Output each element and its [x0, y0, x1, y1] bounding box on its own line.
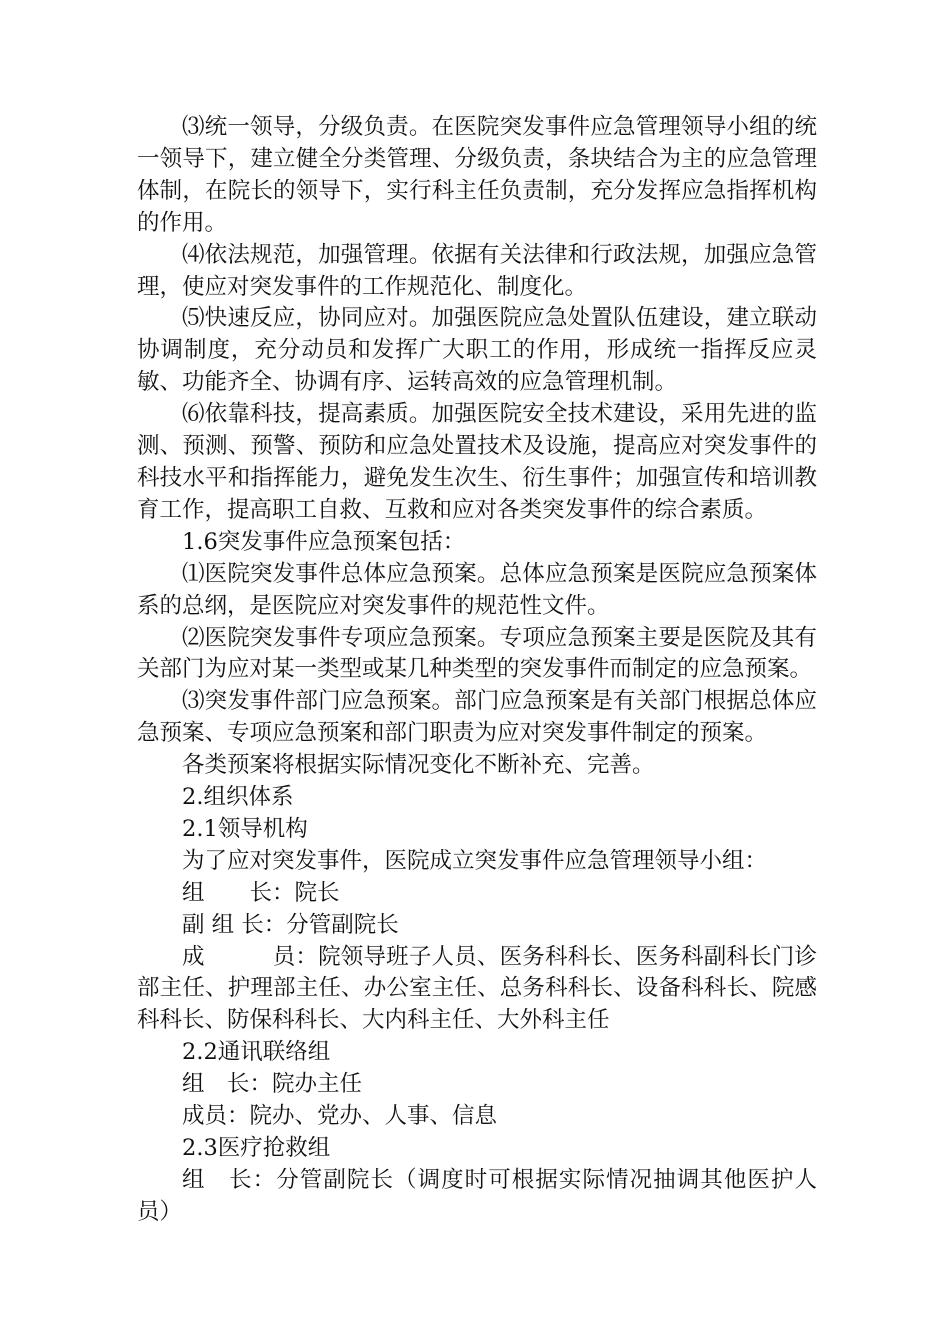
section-heading-2-1: 2.1领导机构 — [182, 815, 308, 842]
paragraph-principle-3: ⑶统一领导，分级负责。在医院突发事件应急管理领导小组的统一领导下，建立健全分类管理、分级负责，条块结合为主的应急管理体制，在院长的领导下，实行科主任负责制，充分发挥应急指挥机构的作用。 — [137, 114, 817, 236]
document-page — [137, 112, 817, 1229]
section-heading-2: 2.组织体系 — [182, 784, 294, 811]
section-heading-1-6: 1.6突发事件应急预案包括： — [182, 528, 466, 555]
comm-members-line: 成员：院办、党办、人事、信息 — [182, 1103, 498, 1130]
paragraph-principle-5: ⑸快速反应，协同应对。加强医院应急处置队伍建设，建立联动协调制度，充分动员和发挥广大职工的作用，形成统一指挥反应灵敏、功能齐全、协调有序、运转高效的应急管理机制。 — [137, 305, 817, 396]
leader-line: 组 长：院长 — [182, 879, 340, 906]
paragraph-plan-2: ⑵医院突发事件专项应急预案。专项应急预案主要是医院及其有关部门为应对某一类型或某几种类型的突发事件而制定的应急预案。 — [137, 624, 817, 683]
paragraph-principle-4: ⑷依法规范，加强管理。依据有关法律和行政法规，加强应急管理，使应对突发事件的工作规范化、制度化。 — [137, 241, 817, 300]
section-heading-2-3: 2.3医疗抢救组 — [182, 1135, 331, 1161]
members-line: 成 员：院领导班子人员、医务科科长、医务科副科长门诊部主任、护理部主任、办公室主任、总务科科长、设备科科长、院感科科长、防保科科长、大内科主任、大外科主任 — [137, 943, 817, 1034]
paragraph-plan-note: 各类预案将根据实际情况变化不断补充、完善。 — [182, 752, 655, 779]
paragraph-principle-6: ⑹依靠科技，提高素质。加强医院安全技术建设，采用先进的监测、预测、预警、预防和应急处置技术及设施，提高应对突发事件的科技水平和指挥能力，避免发生次生、衍生事件；加强宣传和培训教育工作，提高职工自救、互救和应对各类突发事件的综合素质。 — [137, 401, 817, 523]
paragraph-plan-3: ⑶突发事件部门应急预案。部门应急预案是有关部门根据总体应急预案、专项应急预案和部门职责为应对突发事件制定的预案。 — [137, 688, 817, 747]
paragraph-plan-1: ⑴医院突发事件总体应急预案。总体应急预案是医院应急预案体系的总纲，是医院应对突发事件的规范性文件。 — [137, 560, 817, 619]
paragraph-leadership-intro: 为了应对突发事件，医院成立突发事件应急管理领导小组： — [182, 847, 768, 874]
comm-leader-line: 组 长：院办主任 — [182, 1071, 363, 1098]
rescue-leader-line: 组 长：分管副院长（调度时可根据实际情况抽调其他医护人员） — [137, 1166, 817, 1225]
deputy-leader-line: 副 组 长：分管副院长 — [182, 911, 399, 938]
section-heading-2-2: 2.2通讯联络组 — [182, 1039, 331, 1066]
